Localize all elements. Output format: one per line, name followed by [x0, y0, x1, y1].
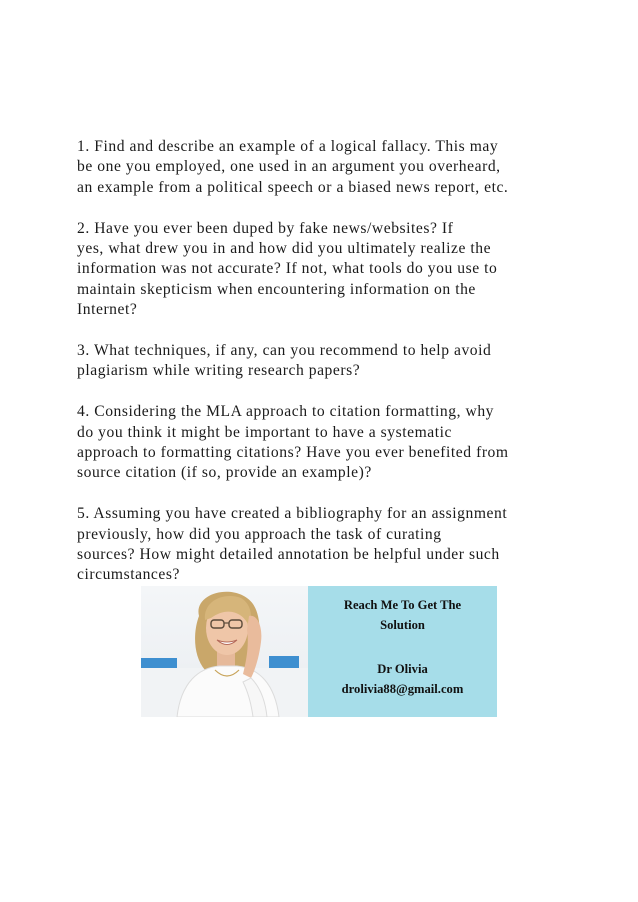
- question-line: information was not accurate? If not, what tools do you use to: [77, 260, 498, 278]
- question-line: 3. What techniques, if any, can you recommend to help avoid: [77, 342, 492, 360]
- question-5: [77, 504, 567, 586]
- contact-name: Dr Olivia: [377, 662, 428, 676]
- question-4: [77, 402, 567, 484]
- contact-email: drolivia88@gmail.com: [341, 682, 464, 696]
- question-line: source citation (if so, provide an example)?: [77, 464, 372, 482]
- contact-card: [308, 586, 497, 717]
- question-line: 1. Find and describe an example of a logical fallacy. This may: [77, 138, 499, 155]
- question-line: yes, what drew you in and how did you ultimately realize the: [77, 240, 492, 258]
- woman-photo: [141, 586, 308, 717]
- question-line: 2. Have you ever been duped by fake news/websites? If: [77, 219, 454, 237]
- question-line: 5. Assuming you have created a bibliography for an assignment: [77, 505, 508, 523]
- contact-heading: Reach Me To Get The: [343, 598, 462, 612]
- contact-banner: [141, 586, 497, 717]
- question-3: [77, 341, 567, 382]
- question-line: be one you employed, one used in an argument you overheard,: [77, 158, 501, 176]
- question-line: approach to formatting citations? Have you ever benefited from: [77, 444, 509, 462]
- question-list: [77, 137, 567, 606]
- question-line: 4. Considering the MLA approach to citation formatting, why: [77, 403, 495, 421]
- question-line: an example from a political speech or a biased news report, etc.: [77, 178, 509, 196]
- question-line: do you think it might be important to have a systematic: [77, 423, 452, 441]
- question-line: sources? How might detailed annotation be helpful under such: [77, 546, 500, 564]
- question-1: [77, 137, 567, 198]
- question-line: Internet?: [77, 301, 138, 319]
- question-2: [77, 219, 567, 321]
- contact-heading-solution: Solution: [380, 618, 425, 632]
- question-line: circumstances?: [77, 566, 180, 584]
- question-line: plagiarism while writing research papers?: [77, 362, 361, 380]
- question-line: maintain skepticism when encountering information on the: [77, 280, 476, 298]
- question-line: previously, how did you approach the task of curating: [77, 525, 442, 543]
